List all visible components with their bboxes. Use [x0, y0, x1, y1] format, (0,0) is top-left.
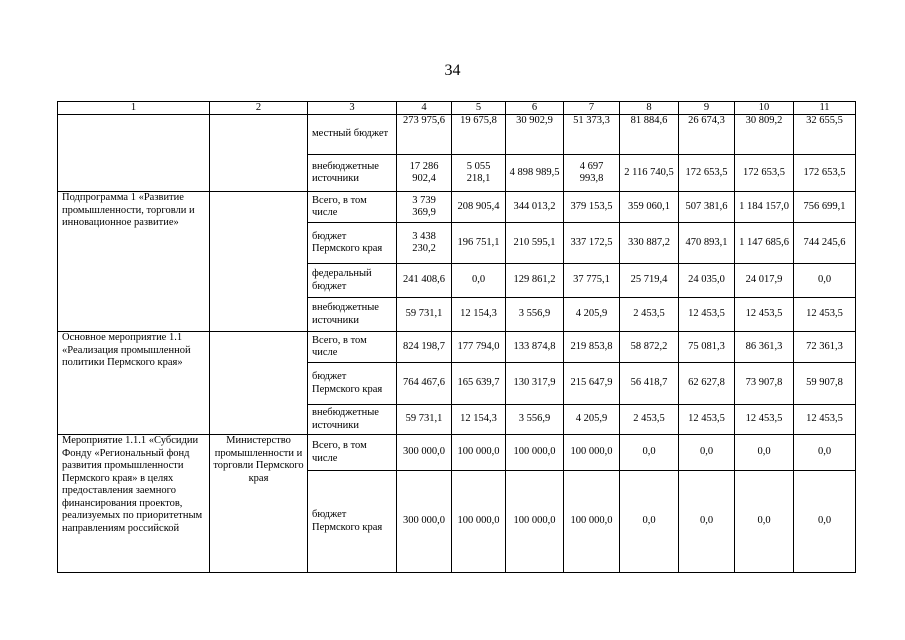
value-cell: 744 245,6 [794, 223, 856, 264]
value-cell: 756 699,1 [794, 192, 856, 223]
value-cell: 12 453,5 [735, 405, 794, 435]
value-cell: 3 438 230,2 [397, 223, 452, 264]
value-cell: 172 653,5 [794, 155, 856, 192]
responsible-cell [210, 332, 308, 435]
value-cell: 0,0 [794, 264, 856, 298]
value-cell: 177 794,0 [452, 332, 506, 363]
value-cell: 59 907,8 [794, 363, 856, 405]
source-cell: Всего, в том числе [308, 332, 397, 363]
value-cell: 337 172,5 [564, 223, 620, 264]
value-cell: 24 035,0 [679, 264, 735, 298]
header-cell: 4 [397, 102, 452, 115]
value-cell: 1 184 157,0 [735, 192, 794, 223]
value-cell: 344 013,2 [506, 192, 564, 223]
value-cell: 172 653,5 [679, 155, 735, 192]
main-activity-label: Основное мероприятие 1.1 «Реализация промышленной политики Пермского края» [58, 332, 210, 435]
header-cell: 2 [210, 102, 308, 115]
value-cell: 32 655,5 [794, 115, 856, 155]
value-cell: 470 893,1 [679, 223, 735, 264]
header-cell: 3 [308, 102, 397, 115]
header-cell: 6 [506, 102, 564, 115]
value-cell: 4 898 989,5 [506, 155, 564, 192]
value-cell: 507 381,6 [679, 192, 735, 223]
source-cell: федеральный бюджет [308, 264, 397, 298]
value-cell: 0,0 [794, 435, 856, 471]
value-cell: 0,0 [452, 264, 506, 298]
value-cell: 210 595,1 [506, 223, 564, 264]
value-cell: 129 861,2 [506, 264, 564, 298]
value-cell: 300 000,0 [397, 471, 452, 573]
source-cell: местный бюджет [308, 115, 397, 155]
source-cell: внебюджетные источники [308, 155, 397, 192]
source-cell: бюджет Пермского края [308, 471, 397, 573]
header-cell: 1 [58, 102, 210, 115]
source-cell: внебюджетные источники [308, 405, 397, 435]
table-row [58, 435, 856, 471]
value-cell: 100 000,0 [506, 435, 564, 471]
responsible-cell [210, 115, 308, 192]
value-cell: 165 639,7 [452, 363, 506, 405]
value-cell: 86 361,3 [735, 332, 794, 363]
value-cell: 30 809,2 [735, 115, 794, 155]
value-cell: 75 081,3 [679, 332, 735, 363]
value-cell: 0,0 [620, 471, 679, 573]
table-row [58, 115, 856, 155]
value-cell: 4 205,9 [564, 298, 620, 332]
page-number: 34 [444, 62, 461, 79]
value-cell: 2 116 740,5 [620, 155, 679, 192]
value-cell: 58 872,2 [620, 332, 679, 363]
value-cell: 81 884,6 [620, 115, 679, 155]
subprogram-label: Подпрограмма 1 «Развитие промышленности, торговли и инновационное развитие» [58, 192, 210, 332]
value-cell: 12 453,5 [794, 405, 856, 435]
table-row [58, 192, 856, 223]
value-cell: 19 675,8 [452, 115, 506, 155]
value-cell: 100 000,0 [506, 471, 564, 573]
value-cell: 56 418,7 [620, 363, 679, 405]
header-cell: 11 [794, 102, 856, 115]
table-row [58, 332, 856, 363]
header-cell: 10 [735, 102, 794, 115]
value-cell: 3 739 369,9 [397, 192, 452, 223]
header-cell: 8 [620, 102, 679, 115]
value-cell: 1 147 685,6 [735, 223, 794, 264]
value-cell: 17 286 902,4 [397, 155, 452, 192]
value-cell: 215 647,9 [564, 363, 620, 405]
value-cell: 172 653,5 [735, 155, 794, 192]
budget-table [57, 101, 856, 573]
source-cell: Всего, в том числе [308, 435, 397, 471]
value-cell: 12 154,3 [452, 298, 506, 332]
value-cell: 72 361,3 [794, 332, 856, 363]
value-cell: 359 060,1 [620, 192, 679, 223]
value-cell: 12 453,5 [679, 405, 735, 435]
value-cell: 12 453,5 [794, 298, 856, 332]
value-cell: 379 153,5 [564, 192, 620, 223]
value-cell: 3 556,9 [506, 298, 564, 332]
value-cell: 30 902,9 [506, 115, 564, 155]
source-cell: бюджет Пермского края [308, 363, 397, 405]
value-cell: 4 697 993,8 [564, 155, 620, 192]
value-cell: 62 627,8 [679, 363, 735, 405]
value-cell: 0,0 [679, 435, 735, 471]
responsible-cell: Министерство промышленности и торговли Пермского края [210, 435, 308, 573]
value-cell: 130 317,9 [506, 363, 564, 405]
value-cell: 0,0 [794, 471, 856, 573]
value-cell: 0,0 [679, 471, 735, 573]
value-cell: 12 453,5 [735, 298, 794, 332]
value-cell: 26 674,3 [679, 115, 735, 155]
header-cell: 7 [564, 102, 620, 115]
value-cell: 764 467,6 [397, 363, 452, 405]
value-cell: 59 731,1 [397, 405, 452, 435]
value-cell: 273 975,6 [397, 115, 452, 155]
value-cell: 59 731,1 [397, 298, 452, 332]
header-row [58, 102, 856, 115]
value-cell: 100 000,0 [564, 471, 620, 573]
value-cell: 100 000,0 [452, 471, 506, 573]
event-label: Мероприятие 1.1.1 «Субсидии Фонду «Региональный фонд развития промышленности Пермского края» в целях предоставления заемного финансирования проектов, реализуемых по приоритетным направлениям российской [58, 435, 210, 573]
description-cell [58, 115, 210, 192]
source-cell: Всего, в том числе [308, 192, 397, 223]
value-cell: 100 000,0 [564, 435, 620, 471]
value-cell: 4 205,9 [564, 405, 620, 435]
value-cell: 824 198,7 [397, 332, 452, 363]
value-cell: 25 719,4 [620, 264, 679, 298]
value-cell: 5 055 218,1 [452, 155, 506, 192]
header-cell: 5 [452, 102, 506, 115]
value-cell: 73 907,8 [735, 363, 794, 405]
source-cell: бюджет Пермского края [308, 223, 397, 264]
value-cell: 100 000,0 [452, 435, 506, 471]
value-cell: 208 905,4 [452, 192, 506, 223]
value-cell: 12 453,5 [679, 298, 735, 332]
value-cell: 196 751,1 [452, 223, 506, 264]
value-cell: 330 887,2 [620, 223, 679, 264]
value-cell: 2 453,5 [620, 298, 679, 332]
value-cell: 12 154,3 [452, 405, 506, 435]
value-cell: 2 453,5 [620, 405, 679, 435]
header-cell: 9 [679, 102, 735, 115]
value-cell: 0,0 [735, 435, 794, 471]
value-cell: 300 000,0 [397, 435, 452, 471]
value-cell: 0,0 [620, 435, 679, 471]
value-cell: 0,0 [735, 471, 794, 573]
value-cell: 3 556,9 [506, 405, 564, 435]
value-cell: 51 373,3 [564, 115, 620, 155]
value-cell: 37 775,1 [564, 264, 620, 298]
value-cell: 219 853,8 [564, 332, 620, 363]
responsible-cell [210, 192, 308, 332]
value-cell: 133 874,8 [506, 332, 564, 363]
value-cell: 24 017,9 [735, 264, 794, 298]
source-cell: внебюджетные источники [308, 298, 397, 332]
value-cell: 241 408,6 [397, 264, 452, 298]
